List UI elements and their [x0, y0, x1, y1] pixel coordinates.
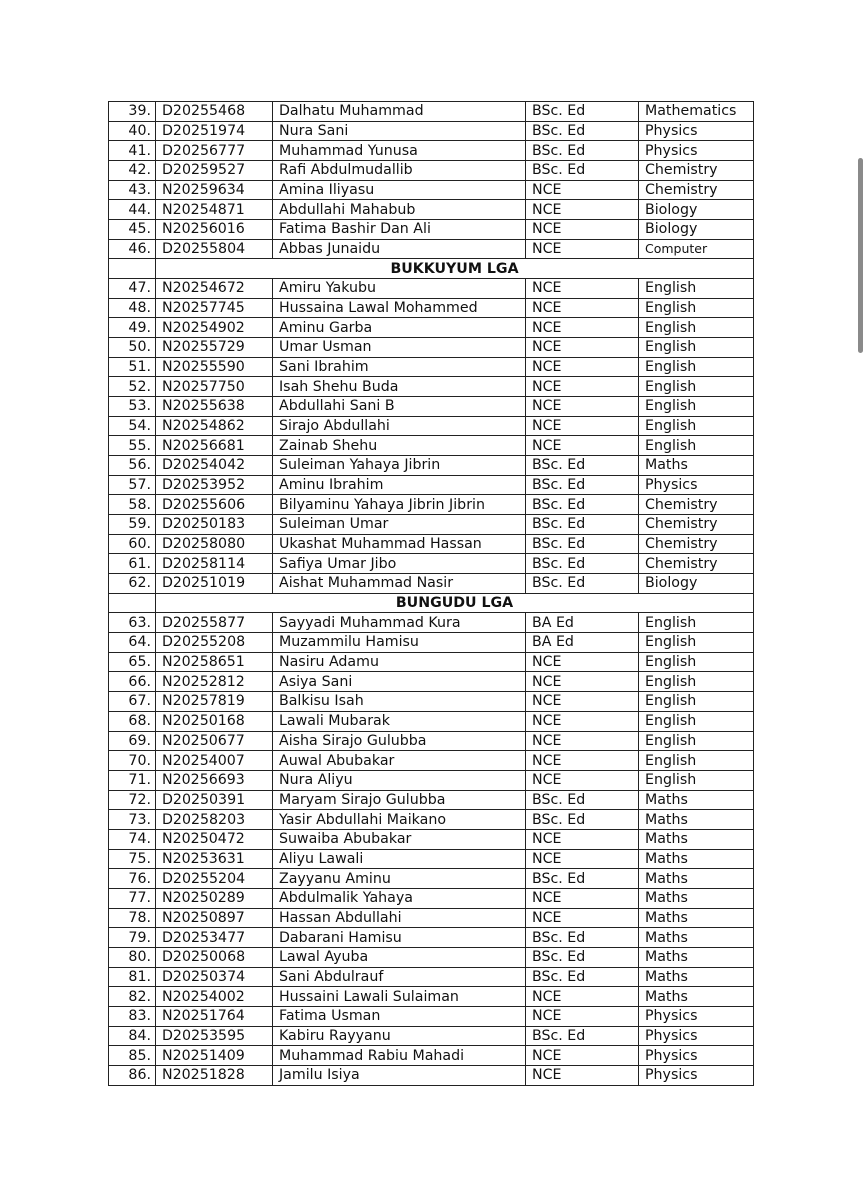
qualification-cell: BSc. Ed: [526, 790, 639, 810]
subject-cell: Maths: [639, 967, 754, 987]
serial-number-cell: 72.: [109, 790, 156, 810]
table-row: [109, 377, 754, 397]
serial-number-cell: 76.: [109, 869, 156, 889]
subject-cell: Maths: [639, 829, 754, 849]
qualification-cell: NCE: [526, 731, 639, 751]
registration-number-cell: N20257745: [156, 298, 273, 318]
subject-cell: Physics: [639, 1026, 754, 1046]
candidate-name-cell: Isah Shehu Buda: [273, 377, 526, 397]
registration-number-cell: N20254902: [156, 318, 273, 338]
table-row: [109, 652, 754, 672]
candidate-name-cell: Abbas Junaidu: [273, 239, 526, 259]
table-row: [109, 141, 754, 161]
subject-cell: English: [639, 377, 754, 397]
table-row: [109, 239, 754, 259]
subject-cell: Chemistry: [639, 495, 754, 515]
subject-cell: Maths: [639, 987, 754, 1007]
qualification-cell: NCE: [526, 1065, 639, 1085]
table-row: [109, 849, 754, 869]
table-row: [109, 495, 754, 515]
candidate-name-cell: Fatima Usman: [273, 1006, 526, 1026]
subject-cell: English: [639, 357, 754, 377]
qualification-cell: NCE: [526, 829, 639, 849]
qualification-cell: BSc. Ed: [526, 574, 639, 594]
registration-number-cell: N20256693: [156, 770, 273, 790]
qualification-cell: NCE: [526, 239, 639, 259]
candidate-name-cell: Jamilu Isiya: [273, 1065, 526, 1085]
registration-number-cell: N20254007: [156, 751, 273, 771]
candidate-name-cell: Hussaini Lawali Sulaiman: [273, 987, 526, 1007]
candidate-name-cell: Amiru Yakubu: [273, 279, 526, 299]
table-row: [109, 338, 754, 358]
table-row: [109, 770, 754, 790]
candidate-name-cell: Sani Ibrahim: [273, 357, 526, 377]
subject-cell: Computer: [639, 239, 754, 259]
qualification-cell: NCE: [526, 377, 639, 397]
qualification-cell: NCE: [526, 436, 639, 456]
candidate-name-cell: Hussaina Lawal Mohammed: [273, 298, 526, 318]
subject-cell: English: [639, 770, 754, 790]
candidate-name-cell: Aisha Sirajo Gulubba: [273, 731, 526, 751]
table-row: [109, 534, 754, 554]
qualification-cell: BA Ed: [526, 633, 639, 653]
serial-number-cell: 75.: [109, 849, 156, 869]
subject-cell: English: [639, 711, 754, 731]
table-row: [109, 967, 754, 987]
qualification-cell: BSc. Ed: [526, 928, 639, 948]
table-row: [109, 121, 754, 141]
subject-cell: English: [639, 692, 754, 712]
registration-number-cell: N20254672: [156, 279, 273, 299]
serial-number-cell: 74.: [109, 829, 156, 849]
table-row: [109, 180, 754, 200]
candidate-name-cell: Zainab Shehu: [273, 436, 526, 456]
candidate-name-cell: Sirajo Abdullahi: [273, 416, 526, 436]
table-row: [109, 888, 754, 908]
registration-number-cell: N20254002: [156, 987, 273, 1007]
candidate-name-cell: Auwal Abubakar: [273, 751, 526, 771]
serial-number-cell: 55.: [109, 436, 156, 456]
qualification-cell: BA Ed: [526, 613, 639, 633]
candidate-name-cell: Nura Sani: [273, 121, 526, 141]
qualification-cell: BSc. Ed: [526, 456, 639, 476]
table-row: [109, 633, 754, 653]
section-title: BUKKUYUM LGA: [156, 259, 754, 279]
registration-number-cell: N20251764: [156, 1006, 273, 1026]
table-row: [109, 475, 754, 495]
candidate-name-cell: Abdullahi Sani B: [273, 397, 526, 417]
serial-number-cell: 82.: [109, 987, 156, 1007]
subject-cell: Maths: [639, 928, 754, 948]
qualification-cell: NCE: [526, 987, 639, 1007]
scrollbar-thumb[interactable]: [858, 158, 863, 353]
candidate-name-cell: Fatima Bashir Dan Ali: [273, 220, 526, 240]
serial-number-cell: 69.: [109, 731, 156, 751]
serial-number-cell: 68.: [109, 711, 156, 731]
subject-cell: English: [639, 397, 754, 417]
table-row: [109, 1046, 754, 1066]
qualification-cell: BSc. Ed: [526, 515, 639, 535]
registration-number-cell: D20250391: [156, 790, 273, 810]
serial-number-cell: 45.: [109, 220, 156, 240]
registration-number-cell: D20259527: [156, 161, 273, 181]
registration-number-cell: D20255208: [156, 633, 273, 653]
registration-number-cell: D20255877: [156, 613, 273, 633]
table-row: [109, 397, 754, 417]
registration-number-cell: D20250183: [156, 515, 273, 535]
subject-cell: English: [639, 613, 754, 633]
table-row: [109, 1026, 754, 1046]
serial-number-cell: 65.: [109, 652, 156, 672]
candidate-name-cell: Umar Usman: [273, 338, 526, 358]
serial-number-cell: 46.: [109, 239, 156, 259]
serial-number-cell: 51.: [109, 357, 156, 377]
qualification-cell: NCE: [526, 652, 639, 672]
registration-number-cell: D20258080: [156, 534, 273, 554]
table-row: [109, 908, 754, 928]
serial-number-cell: 56.: [109, 456, 156, 476]
registration-number-cell: N20254871: [156, 200, 273, 220]
serial-number-cell: 81.: [109, 967, 156, 987]
candidate-name-cell: Abdulmalik Yahaya: [273, 888, 526, 908]
registration-number-cell: N20254862: [156, 416, 273, 436]
qualification-cell: BSc. Ed: [526, 534, 639, 554]
serial-number-cell: 66.: [109, 672, 156, 692]
registration-number-cell: N20255590: [156, 357, 273, 377]
table-row: [109, 947, 754, 967]
serial-number-cell: 67.: [109, 692, 156, 712]
registration-number-cell: N20250168: [156, 711, 273, 731]
subject-cell: English: [639, 672, 754, 692]
qualification-cell: BSc. Ed: [526, 475, 639, 495]
registration-number-cell: N20259634: [156, 180, 273, 200]
serial-number-cell: 77.: [109, 888, 156, 908]
table-row: [109, 279, 754, 299]
qualification-cell: NCE: [526, 751, 639, 771]
section-title: BUNGUDU LGA: [156, 593, 754, 613]
candidate-name-cell: Suleiman Yahaya Jibrin: [273, 456, 526, 476]
registration-number-cell: D20255804: [156, 239, 273, 259]
candidate-name-cell: Rafi Abdulmudallib: [273, 161, 526, 181]
qualification-cell: NCE: [526, 180, 639, 200]
qualification-cell: NCE: [526, 397, 639, 417]
subject-cell: Biology: [639, 200, 754, 220]
qualification-cell: NCE: [526, 220, 639, 240]
serial-number-cell: 52.: [109, 377, 156, 397]
candidate-name-cell: Suwaiba Abubakar: [273, 829, 526, 849]
registration-number-cell: D20253477: [156, 928, 273, 948]
candidate-name-cell: Safiya Umar Jibo: [273, 554, 526, 574]
subject-cell: Chemistry: [639, 161, 754, 181]
table-row: [109, 357, 754, 377]
serial-number-cell: 78.: [109, 908, 156, 928]
serial-number-cell: 86.: [109, 1065, 156, 1085]
serial-number-cell: 64.: [109, 633, 156, 653]
subject-cell: Chemistry: [639, 534, 754, 554]
serial-number-cell: 71.: [109, 770, 156, 790]
registration-number-cell: N20253631: [156, 849, 273, 869]
candidate-name-cell: Amina Iliyasu: [273, 180, 526, 200]
candidate-name-cell: Lawal Ayuba: [273, 947, 526, 967]
candidate-name-cell: Yasir Abdullahi Maikano: [273, 810, 526, 830]
subject-cell: Biology: [639, 220, 754, 240]
qualification-cell: NCE: [526, 692, 639, 712]
table-row: [109, 102, 754, 122]
table-row: [109, 987, 754, 1007]
registration-number-cell: D20254042: [156, 456, 273, 476]
qualification-cell: NCE: [526, 318, 639, 338]
serial-number-cell: 83.: [109, 1006, 156, 1026]
serial-number-cell: 73.: [109, 810, 156, 830]
subject-cell: English: [639, 298, 754, 318]
table-row: [109, 692, 754, 712]
candidate-table-body: [109, 102, 754, 1086]
qualification-cell: BSc. Ed: [526, 554, 639, 574]
section-header-spacer: [109, 593, 156, 613]
subject-cell: Physics: [639, 1046, 754, 1066]
qualification-cell: NCE: [526, 1046, 639, 1066]
candidate-name-cell: Aliyu Lawali: [273, 849, 526, 869]
registration-number-cell: N20250897: [156, 908, 273, 928]
serial-number-cell: 47.: [109, 279, 156, 299]
table-row: [109, 161, 754, 181]
qualification-cell: BSc. Ed: [526, 161, 639, 181]
registration-number-cell: N20251828: [156, 1065, 273, 1085]
registration-number-cell: D20258203: [156, 810, 273, 830]
subject-cell: Physics: [639, 1065, 754, 1085]
registration-number-cell: N20257750: [156, 377, 273, 397]
serial-number-cell: 54.: [109, 416, 156, 436]
candidate-name-cell: Maryam Sirajo Gulubba: [273, 790, 526, 810]
serial-number-cell: 63.: [109, 613, 156, 633]
registration-number-cell: N20252812: [156, 672, 273, 692]
candidate-name-cell: Lawali Mubarak: [273, 711, 526, 731]
qualification-cell: NCE: [526, 338, 639, 358]
serial-number-cell: 41.: [109, 141, 156, 161]
subject-cell: Physics: [639, 141, 754, 161]
qualification-cell: NCE: [526, 416, 639, 436]
table-row: [109, 554, 754, 574]
subject-cell: Maths: [639, 810, 754, 830]
candidate-name-cell: Hassan Abdullahi: [273, 908, 526, 928]
candidate-name-cell: Aminu Ibrahim: [273, 475, 526, 495]
section-header-spacer: [109, 259, 156, 279]
qualification-cell: NCE: [526, 908, 639, 928]
qualification-cell: NCE: [526, 711, 639, 731]
serial-number-cell: 40.: [109, 121, 156, 141]
serial-number-cell: 70.: [109, 751, 156, 771]
subject-cell: Chemistry: [639, 515, 754, 535]
candidate-name-cell: Kabiru Rayyanu: [273, 1026, 526, 1046]
table-row: [109, 829, 754, 849]
qualification-cell: BSc. Ed: [526, 495, 639, 515]
candidate-name-cell: Asiya Sani: [273, 672, 526, 692]
registration-number-cell: D20258114: [156, 554, 273, 574]
candidate-name-cell: Zayyanu Aminu: [273, 869, 526, 889]
subject-cell: English: [639, 318, 754, 338]
qualification-cell: NCE: [526, 279, 639, 299]
registration-number-cell: D20253595: [156, 1026, 273, 1046]
subject-cell: Maths: [639, 888, 754, 908]
subject-cell: English: [639, 731, 754, 751]
section-header-row: [109, 593, 754, 613]
qualification-cell: BSc. Ed: [526, 947, 639, 967]
qualification-cell: NCE: [526, 770, 639, 790]
qualification-cell: NCE: [526, 888, 639, 908]
subject-cell: Mathematics: [639, 102, 754, 122]
table-row: [109, 731, 754, 751]
serial-number-cell: 48.: [109, 298, 156, 318]
subject-cell: Chemistry: [639, 554, 754, 574]
candidate-name-cell: Aishat Muhammad Nasir: [273, 574, 526, 594]
candidate-name-cell: Abdullahi Mahabub: [273, 200, 526, 220]
registration-number-cell: D20250068: [156, 947, 273, 967]
subject-cell: Maths: [639, 869, 754, 889]
candidate-name-cell: Nura Aliyu: [273, 770, 526, 790]
registration-number-cell: D20255606: [156, 495, 273, 515]
qualification-cell: BSc. Ed: [526, 810, 639, 830]
table-row: [109, 298, 754, 318]
candidate-name-cell: Dabarani Hamisu: [273, 928, 526, 948]
serial-number-cell: 39.: [109, 102, 156, 122]
qualification-cell: BSc. Ed: [526, 141, 639, 161]
subject-cell: English: [639, 338, 754, 358]
serial-number-cell: 44.: [109, 200, 156, 220]
candidate-name-cell: Dalhatu Muhammad: [273, 102, 526, 122]
serial-number-cell: 49.: [109, 318, 156, 338]
serial-number-cell: 60.: [109, 534, 156, 554]
candidate-name-cell: Bilyaminu Yahaya Jibrin Jibrin: [273, 495, 526, 515]
qualification-cell: NCE: [526, 357, 639, 377]
serial-number-cell: 79.: [109, 928, 156, 948]
table-row: [109, 416, 754, 436]
serial-number-cell: 59.: [109, 515, 156, 535]
candidate-table: [108, 101, 754, 1086]
qualification-cell: NCE: [526, 200, 639, 220]
qualification-cell: NCE: [526, 298, 639, 318]
registration-number-cell: N20257819: [156, 692, 273, 712]
registration-number-cell: N20256016: [156, 220, 273, 240]
subject-cell: Maths: [639, 849, 754, 869]
candidate-name-cell: Sani Abdulrauf: [273, 967, 526, 987]
candidate-name-cell: Nasiru Adamu: [273, 652, 526, 672]
registration-number-cell: N20255638: [156, 397, 273, 417]
qualification-cell: BSc. Ed: [526, 869, 639, 889]
qualification-cell: BSc. Ed: [526, 121, 639, 141]
serial-number-cell: 85.: [109, 1046, 156, 1066]
qualification-cell: NCE: [526, 849, 639, 869]
table-row: [109, 810, 754, 830]
subject-cell: English: [639, 436, 754, 456]
candidate-name-cell: Sayyadi Muhammad Kura: [273, 613, 526, 633]
serial-number-cell: 50.: [109, 338, 156, 358]
table-row: [109, 613, 754, 633]
serial-number-cell: 42.: [109, 161, 156, 181]
candidate-name-cell: Ukashat Muhammad Hassan: [273, 534, 526, 554]
registration-number-cell: D20255204: [156, 869, 273, 889]
table-row: [109, 574, 754, 594]
subject-cell: English: [639, 751, 754, 771]
subject-cell: Physics: [639, 121, 754, 141]
qualification-cell: NCE: [526, 1006, 639, 1026]
registration-number-cell: D20253952: [156, 475, 273, 495]
subject-cell: English: [639, 279, 754, 299]
table-row: [109, 869, 754, 889]
candidate-name-cell: Muhammad Yunusa: [273, 141, 526, 161]
table-row: [109, 928, 754, 948]
table-row: [109, 790, 754, 810]
serial-number-cell: 43.: [109, 180, 156, 200]
registration-number-cell: N20251409: [156, 1046, 273, 1066]
candidate-name-cell: Suleiman Umar: [273, 515, 526, 535]
subject-cell: English: [639, 633, 754, 653]
serial-number-cell: 62.: [109, 574, 156, 594]
registration-number-cell: N20258651: [156, 652, 273, 672]
serial-number-cell: 84.: [109, 1026, 156, 1046]
qualification-cell: BSc. Ed: [526, 1026, 639, 1046]
qualification-cell: BSc. Ed: [526, 102, 639, 122]
candidate-name-cell: Balkisu Isah: [273, 692, 526, 712]
subject-cell: Maths: [639, 790, 754, 810]
table-row: [109, 456, 754, 476]
table-row: [109, 711, 754, 731]
subject-cell: Biology: [639, 574, 754, 594]
subject-cell: Chemistry: [639, 180, 754, 200]
serial-number-cell: 53.: [109, 397, 156, 417]
serial-number-cell: 80.: [109, 947, 156, 967]
serial-number-cell: 61.: [109, 554, 156, 574]
table-row: [109, 1065, 754, 1085]
table-row: [109, 220, 754, 240]
registration-number-cell: N20250677: [156, 731, 273, 751]
serial-number-cell: 57.: [109, 475, 156, 495]
registration-number-cell: N20250472: [156, 829, 273, 849]
section-header-row: [109, 259, 754, 279]
registration-number-cell: D20251019: [156, 574, 273, 594]
table-row: [109, 318, 754, 338]
table-row: [109, 672, 754, 692]
subject-cell: English: [639, 652, 754, 672]
registration-number-cell: D20255468: [156, 102, 273, 122]
candidate-name-cell: Muhammad Rabiu Mahadi: [273, 1046, 526, 1066]
registration-number-cell: N20256681: [156, 436, 273, 456]
table-row: [109, 515, 754, 535]
qualification-cell: NCE: [526, 672, 639, 692]
table-row: [109, 751, 754, 771]
serial-number-cell: 58.: [109, 495, 156, 515]
subject-cell: Physics: [639, 475, 754, 495]
qualification-cell: BSc. Ed: [526, 967, 639, 987]
subject-cell: English: [639, 416, 754, 436]
subject-cell: Maths: [639, 908, 754, 928]
candidate-name-cell: Aminu Garba: [273, 318, 526, 338]
table-row: [109, 200, 754, 220]
table-row: [109, 436, 754, 456]
candidate-name-cell: Muzammilu Hamisu: [273, 633, 526, 653]
registration-number-cell: N20255729: [156, 338, 273, 358]
table-row: [109, 1006, 754, 1026]
registration-number-cell: N20250289: [156, 888, 273, 908]
registration-number-cell: D20256777: [156, 141, 273, 161]
registration-number-cell: D20250374: [156, 967, 273, 987]
subject-cell: Maths: [639, 456, 754, 476]
subject-cell: Physics: [639, 1006, 754, 1026]
registration-number-cell: D20251974: [156, 121, 273, 141]
subject-cell: Maths: [639, 947, 754, 967]
